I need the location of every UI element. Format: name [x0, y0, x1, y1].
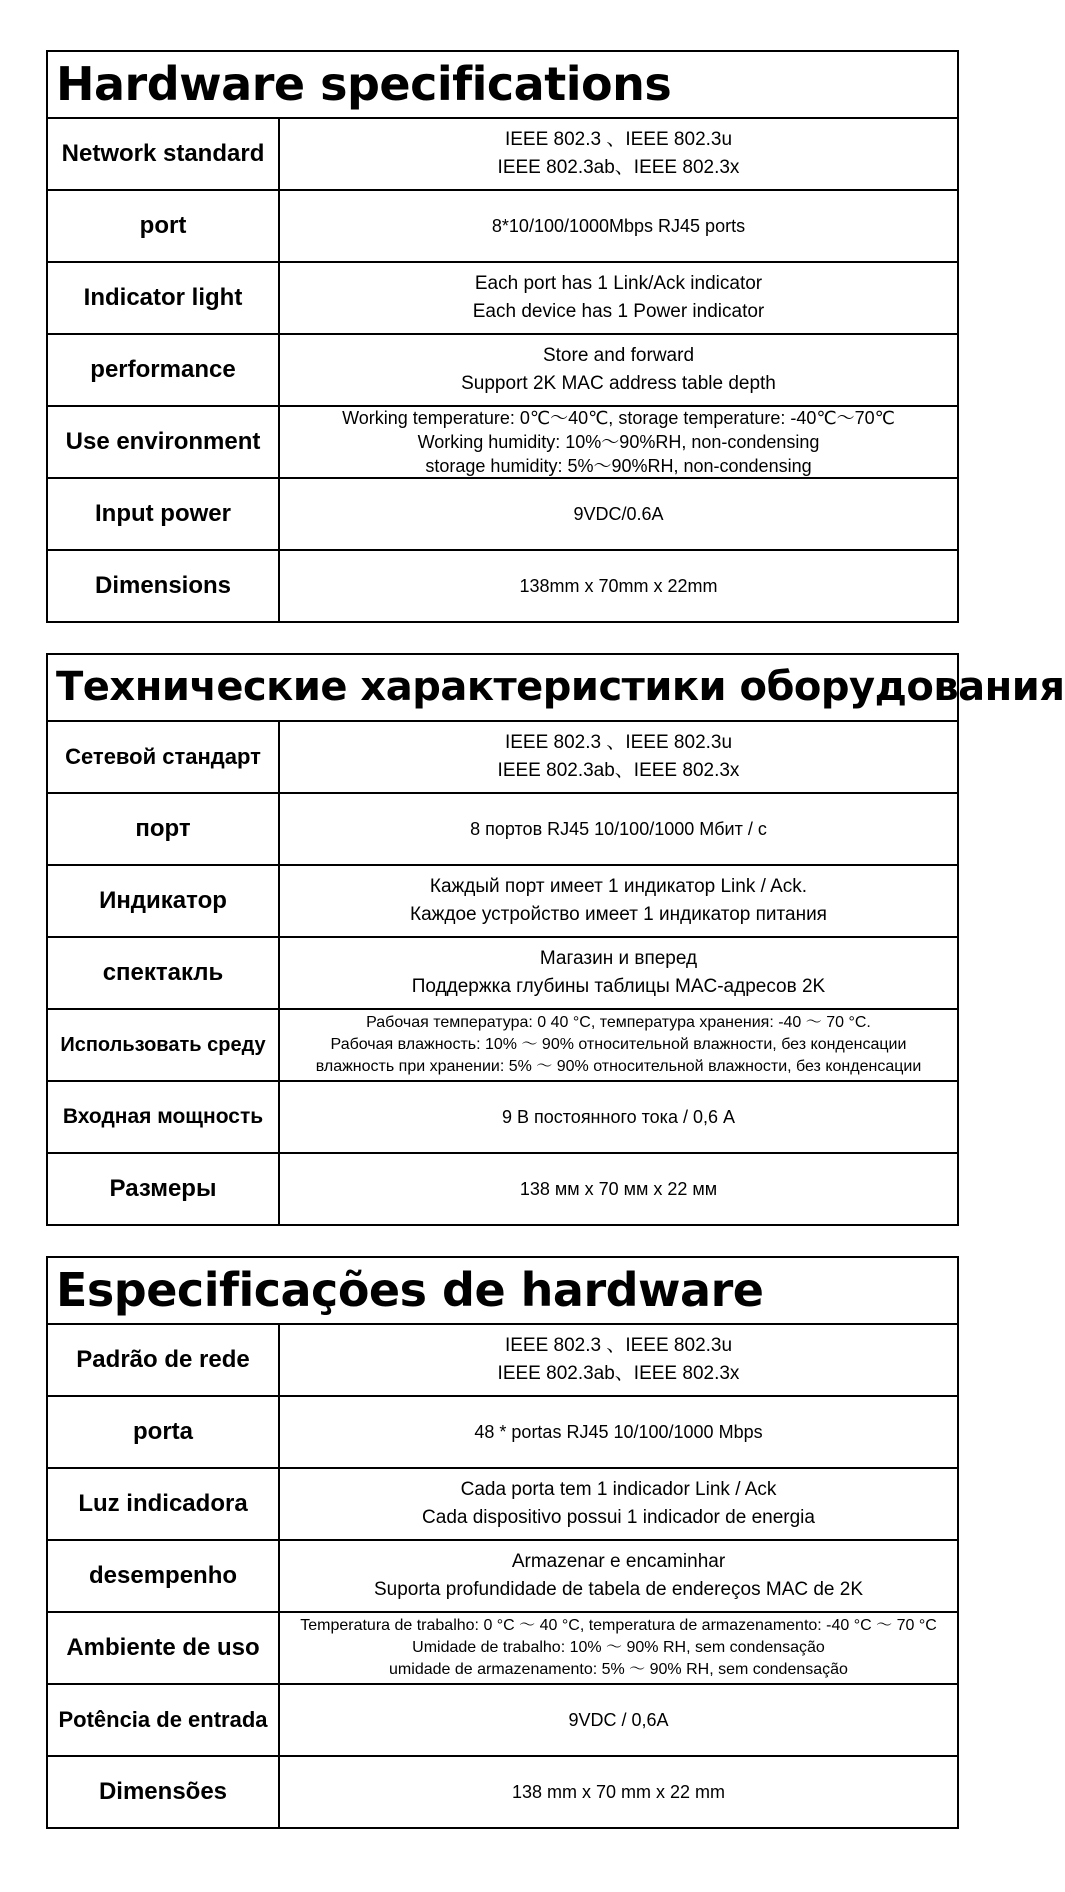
- row-label: Входная мощность: [48, 1082, 280, 1152]
- row-label: Dimensions: [48, 551, 280, 621]
- row-value: [280, 407, 957, 477]
- table-row: [48, 1154, 957, 1224]
- row-label: Potência de entrada: [48, 1685, 280, 1755]
- table-row: [48, 479, 957, 551]
- value-line: 8 портов RJ45 10/100/1000 Мбит / с: [470, 819, 767, 839]
- row-value: [280, 794, 957, 864]
- value-line: 9VDC/0.6A: [573, 504, 664, 524]
- table-row: [48, 1685, 957, 1757]
- table-title: Технические характеристики оборудования: [48, 655, 957, 722]
- value-line: Umidade de trabalho: 10% ～ 90% RH, sem condensação: [412, 1639, 825, 1656]
- row-value: [280, 263, 957, 333]
- row-value: [280, 938, 957, 1008]
- value-line: Поддержка глубины таблицы MAC-адресов 2K: [411, 976, 826, 997]
- table-row: [48, 335, 957, 407]
- row-value: [280, 866, 957, 936]
- table-title: Especificações de hardware: [48, 1258, 957, 1325]
- table-row: [48, 119, 957, 191]
- row-value: [280, 551, 957, 621]
- row-label: Input power: [48, 479, 280, 549]
- row-label: Сетевой стандарт: [48, 722, 280, 792]
- spec-table-portuguese: [46, 1256, 959, 1829]
- row-label: Индикатор: [48, 866, 280, 936]
- row-value: [280, 1325, 957, 1395]
- value-line: 48 * portas RJ45 10/100/1000 Mbps: [474, 1422, 763, 1442]
- value-line: Each device has 1 Power indicator: [472, 301, 765, 322]
- row-label: porta: [48, 1397, 280, 1467]
- value-line: Cada dispositivo possui 1 indicador de energia: [422, 1507, 815, 1528]
- row-label: спектакль: [48, 938, 280, 1008]
- value-line: Рабочая влажность: 10% ～ 90% относительной влажности, без конденсации: [330, 1036, 907, 1053]
- table-row: [48, 191, 957, 263]
- value-line: IEEE 802.3 、IEEE 802.3u: [504, 732, 733, 753]
- row-value: [280, 479, 957, 549]
- row-value: [280, 335, 957, 405]
- row-label: Luz indicadora: [48, 1469, 280, 1539]
- row-value: [280, 1469, 957, 1539]
- row-label: Ambiente de uso: [48, 1613, 280, 1683]
- row-label: Использовать среду: [48, 1010, 280, 1080]
- table-row: [48, 1397, 957, 1469]
- value-line: влажность при хранении: 5% ～ 90% относительной влажности, без конденсации: [315, 1058, 922, 1075]
- value-line: IEEE 802.3 、IEEE 802.3u: [504, 1335, 733, 1356]
- spec-table-russian: [46, 653, 1065, 1226]
- value-line: 138mm x 70mm x 22mm: [519, 576, 718, 596]
- value-line: Каждое устройство имеет 1 индикатор питания: [410, 904, 827, 925]
- row-label: порт: [48, 794, 280, 864]
- table-row: [48, 1613, 957, 1685]
- table-row: [48, 1541, 957, 1613]
- row-label: port: [48, 191, 280, 261]
- table-row: [48, 794, 957, 866]
- row-label: Use environment: [48, 407, 280, 477]
- value-line: Each port has 1 Link/Ack indicator: [474, 273, 763, 294]
- spec-table-english: [46, 50, 959, 623]
- row-label: Padrão de rede: [48, 1325, 280, 1395]
- row-value: [280, 1154, 957, 1224]
- row-value: [280, 119, 957, 189]
- value-line: Working humidity: 10%～90%RH, non-condensing: [417, 432, 820, 452]
- table-row: [48, 938, 957, 1010]
- value-line: IEEE 802.3ab、IEEE 802.3x: [497, 760, 740, 781]
- value-line: IEEE 802.3ab、IEEE 802.3x: [497, 1363, 740, 1384]
- row-label: performance: [48, 335, 280, 405]
- table-row: [48, 263, 957, 335]
- table-row: [48, 1325, 957, 1397]
- table-row: [48, 1757, 957, 1827]
- value-line: Store and forward: [542, 345, 695, 366]
- value-line: Магазин и вперед: [539, 948, 698, 969]
- value-line: Temperatura de trabalho: 0 °C ～ 40 °C, temperatura de armazenamento: -40 °C ～ 70 °C: [300, 1617, 937, 1634]
- table-row: [48, 1010, 957, 1082]
- value-line: Support 2K MAC address table depth: [461, 373, 776, 394]
- table-title: Hardware specifications: [48, 52, 957, 119]
- value-line: 9VDC / 0,6A: [568, 1710, 669, 1730]
- value-line: 9 В постоянного тока / 0,6 А: [501, 1107, 735, 1127]
- table-row: [48, 866, 957, 938]
- value-line: Suporta profundidade de tabela de endereços MAC de 2K: [373, 1579, 864, 1600]
- row-label: Размеры: [48, 1154, 280, 1224]
- value-line: 138 мм x 70 мм x 22 мм: [519, 1179, 718, 1199]
- row-value: [280, 1757, 957, 1827]
- row-value: [280, 1397, 957, 1467]
- row-label: Network standard: [48, 119, 280, 189]
- value-line: IEEE 802.3 、IEEE 802.3u: [504, 129, 733, 150]
- row-value: [280, 1613, 957, 1683]
- value-line: storage humidity: 5%～90%RH, non-condensing: [425, 456, 812, 476]
- row-value: [280, 722, 957, 792]
- value-line: Armazenar e encaminhar: [511, 1551, 726, 1572]
- row-value: [280, 1082, 957, 1152]
- value-line: Рабочая температура: 0 40 °C, температура хранения: -40 ～ 70 °C.: [366, 1014, 871, 1031]
- row-value: [280, 1541, 957, 1611]
- row-value: [280, 1010, 957, 1080]
- value-line: Каждый порт имеет 1 индикатор Link / Ack.: [429, 876, 808, 897]
- value-line: IEEE 802.3ab、IEEE 802.3x: [497, 157, 740, 178]
- table-row: [48, 1082, 957, 1154]
- row-value: [280, 191, 957, 261]
- row-label: Indicator light: [48, 263, 280, 333]
- value-line: 8*10/100/1000Mbps RJ45 ports: [491, 216, 746, 236]
- value-line: Working temperature: 0℃～40℃, storage temperature: -40℃～70℃: [342, 408, 895, 428]
- table-row: [48, 407, 957, 479]
- value-line: 138 mm x 70 mm x 22 mm: [511, 1782, 726, 1802]
- row-label: desempenho: [48, 1541, 280, 1611]
- table-row: [48, 1469, 957, 1541]
- row-label: Dimensões: [48, 1757, 280, 1827]
- row-value: [280, 1685, 957, 1755]
- value-line: umidade de armazenamento: 5% ～ 90% RH, sem condensação: [389, 1661, 848, 1678]
- table-row: [48, 722, 957, 794]
- table-row: [48, 551, 957, 621]
- value-line: Cada porta tem 1 indicador Link / Ack: [460, 1479, 777, 1500]
